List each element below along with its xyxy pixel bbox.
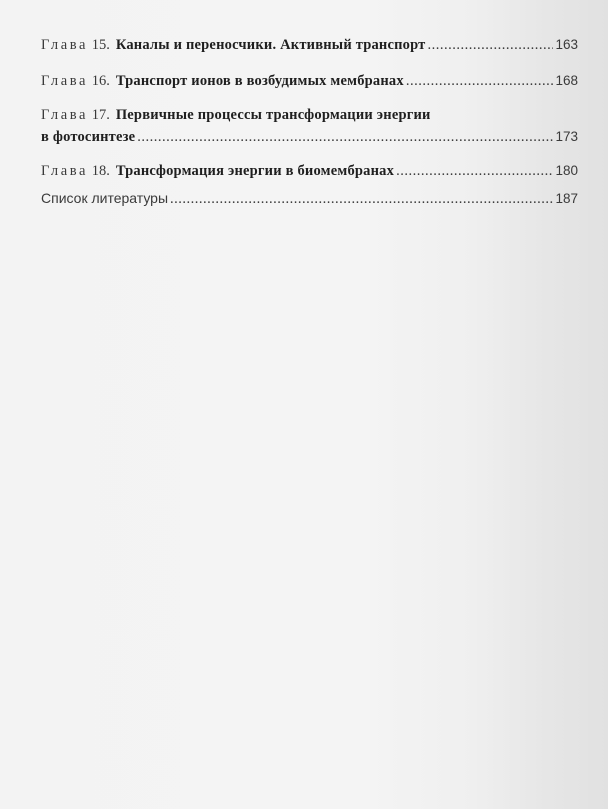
page-number: 168 xyxy=(555,73,578,88)
dot-leader xyxy=(396,160,553,182)
chapter-title-line-1: Первичные процессы трансформации энергии xyxy=(115,107,431,123)
chapter-label: Глава xyxy=(41,163,89,179)
chapter-number: 17. xyxy=(91,107,110,123)
toc-entry-chapter-17 xyxy=(41,104,578,148)
chapter-label: Глава xyxy=(41,73,89,89)
chapter-title: Транспорт ионов в возбудимых мембранах xyxy=(115,73,404,89)
references-title: Список литературы xyxy=(41,190,169,206)
chapter-title: Каналы и переносчики. Активный транспорт xyxy=(115,37,426,53)
dot-leader xyxy=(137,126,553,148)
toc-entry-chapter-15 xyxy=(41,34,578,56)
page-number: 173 xyxy=(555,129,578,144)
chapter-label: Глава xyxy=(41,107,89,123)
page-number: 163 xyxy=(555,37,578,52)
dot-leader xyxy=(406,70,554,92)
chapter-label: Глава xyxy=(41,37,89,53)
toc-entry-references xyxy=(41,187,578,210)
toc-entry-chapter-18 xyxy=(41,160,578,182)
chapter-title: Трансформация энергии в биомембранах xyxy=(115,163,395,179)
page-number: 180 xyxy=(555,163,578,178)
page-number: 187 xyxy=(555,191,578,206)
chapter-number: 15. xyxy=(91,37,110,53)
chapter-number: 16. xyxy=(91,73,110,89)
chapter-number: 18. xyxy=(91,163,110,179)
table-of-contents xyxy=(41,30,578,210)
dot-leader xyxy=(428,34,554,56)
toc-entry-chapter-16 xyxy=(41,70,578,92)
dot-leader xyxy=(170,188,553,210)
chapter-title-line-2: в фотосинтезе xyxy=(41,129,136,145)
